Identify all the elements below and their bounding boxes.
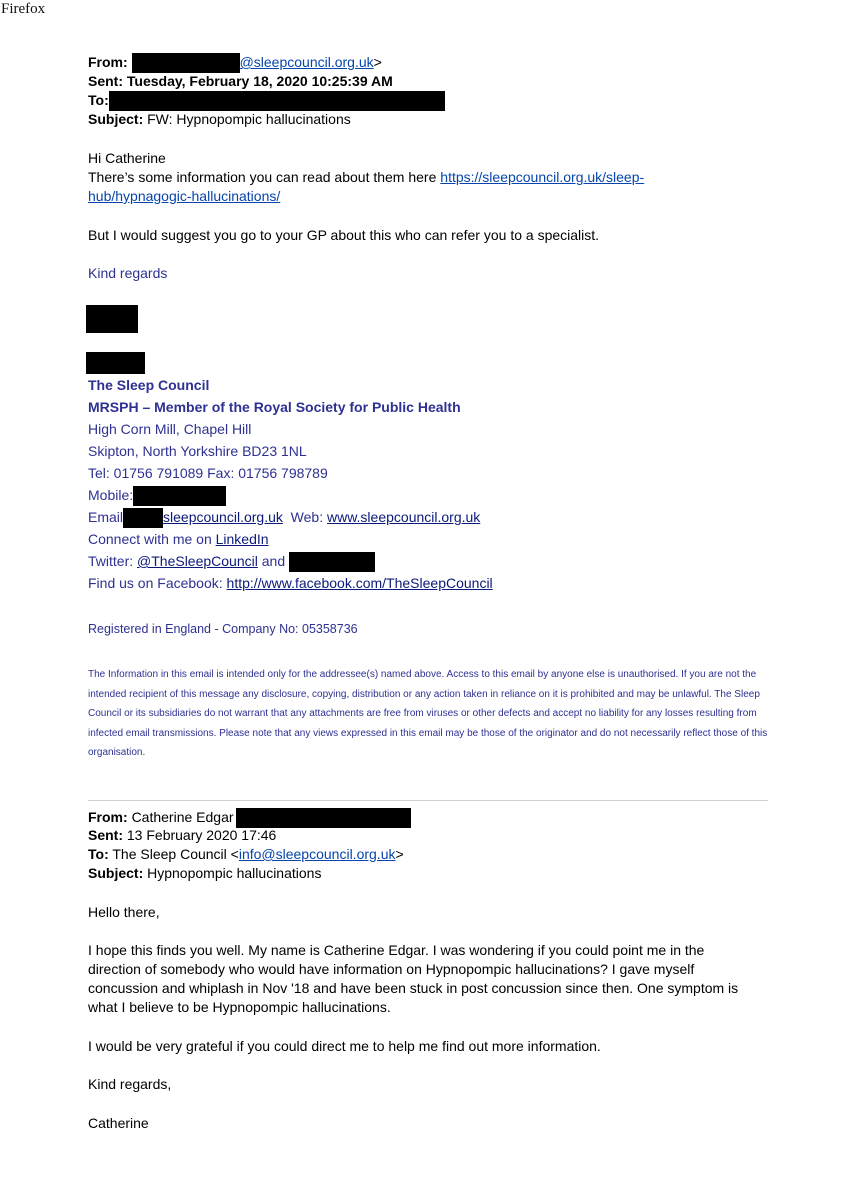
reply-to-line [88,91,445,111]
orig-sent-label: Sent: [88,827,123,843]
web-label: Web: [290,509,324,525]
sig-facebook-line [88,574,493,592]
orig-to-suffix: > [395,846,404,862]
email-label: Email [88,509,124,525]
sig-address-1: High Corn Mill, Chapel Hill [88,421,252,437]
orig-to-line [88,845,404,863]
reply-suggestion: But I would suggest you go to your GP about this who can refer you to a specialist. [88,227,600,243]
orig-greeting: Hello there, [88,904,160,920]
mobile-label: Mobile: [88,487,134,503]
orig-sent-line [88,826,276,844]
orig-from-name: Catherine Edgar [131,809,234,825]
orig-to-name: The Sleep Council < [112,846,239,862]
reply-info-line-2 [88,187,280,205]
orig-closing: Kind regards, [88,1076,172,1092]
to-label: To: [88,92,109,108]
orig-body-line-2: direction of somebody who would have information on Hypnopompic hallucinations? I gave myself [88,961,695,977]
facebook-link[interactable]: http://www.facebook.com/TheSleepCouncil [226,575,493,591]
sig-twitter-line [88,552,375,572]
orig-body-line-3: concussion and whiplash in Nov '18 and have been stuck in post concussion since then. One symptom is [88,980,739,996]
linkedin-link[interactable]: LinkedIn [215,531,269,547]
reply-from-line [88,53,382,73]
orig-from-label: From: [88,809,128,825]
orig-sent-value: 13 February 2020 17:46 [126,827,277,843]
twitter-handle-link[interactable]: @TheSleepCouncil [137,553,258,569]
orig-signoff: Catherine [88,1115,149,1131]
orig-subject-label: Subject: [88,865,144,881]
redacted-sender-name [132,53,240,73]
redacted-signature-title [86,352,145,374]
orig-to-label: To: [88,846,109,862]
email-domain-link[interactable]: sleepcouncil.org.uk [163,509,283,525]
facebook-label: Find us on Facebook: [88,575,227,591]
sig-email-line [88,508,480,528]
reply-subject-line [88,110,351,128]
sig-linkedin-line [88,530,269,548]
reply-sent-line [88,72,393,90]
message-divider [88,800,768,801]
sig-phone: Tel: 01756 791089 Fax: 01756 798789 [88,465,328,481]
orig-request: I would be very grateful if you could direct me to help me find out more information. [88,1038,601,1054]
linkedin-text: Connect with me on [88,531,216,547]
redacted-email-user [123,508,163,528]
from-label: From: [88,54,128,70]
sig-org: The Sleep Council [88,377,210,393]
twitter-and: and [257,553,289,569]
info-text: There’s some information you can read about them here [88,169,441,185]
legal-disclaimer: The Information in this email is intended only for the addressee(s) named above. Access to this email by anyone else is unauthorised. If you are not the intended recipient of this message any disclosure, copying, distribution or any action taken in reliance on it is prohibited and may be unlawful. The Sleep Council or its subsidiaries do not warrant that any attachments are free from viruses or other defects and accept no liability for any losses resulting from infected email transmissions. Please note that any views expressed in this email may be those of the originator and do not necessarily reflect those of this organisation. [88,669,768,758]
redacted-recipient [109,91,445,111]
sig-address-2: Skipton, North Yorkshire BD23 1NL [88,443,307,459]
subject-label: Subject: [88,111,144,127]
website-link[interactable]: www.sleepcouncil.org.uk [326,509,481,525]
orig-body-line-1: I hope this finds you well. My name is Catherine Edgar. I was wondering if you could point me in the [88,942,705,958]
subject-value: FW: Hypnopompic hallucinations [147,111,351,127]
app-title: Firefox [1,1,46,17]
reply-closing: Kind regards [88,265,168,281]
redacted-signature-name [86,305,138,333]
orig-subject-value: Hypnopompic hallucinations [147,865,322,881]
twitter-label: Twitter: [88,553,138,569]
reply-greeting: Hi Catherine [88,150,166,166]
sleep-hub-link[interactable]: https://sleepcouncil.org.uk/sleep- [440,169,645,185]
sender-email-link[interactable]: @sleepcouncil.org.uk [239,54,374,70]
sleep-hub-link-cont[interactable]: hub/hypnagogic-hallucinations/ [88,188,281,204]
sent-value: Tuesday, February 18, 2020 10:25:39 AM [126,73,393,89]
sent-label: Sent: [88,73,123,89]
orig-body-line-4: what I believe to be Hypnopompic hallucinations. [88,999,391,1015]
info-email-link[interactable]: info@sleepcouncil.org.uk [238,846,396,862]
reply-info-line [88,168,644,186]
sig-mobile-line [88,486,226,506]
sig-membership: MRSPH – Member of the Royal Society for Public Health [88,399,461,415]
redacted-mobile [133,486,226,506]
from-suffix: > [373,54,382,70]
orig-subject-line [88,864,321,882]
redacted-twitter-handle [289,552,375,572]
sig-registered: Registered in England - Company No: 05358736 [88,622,358,636]
